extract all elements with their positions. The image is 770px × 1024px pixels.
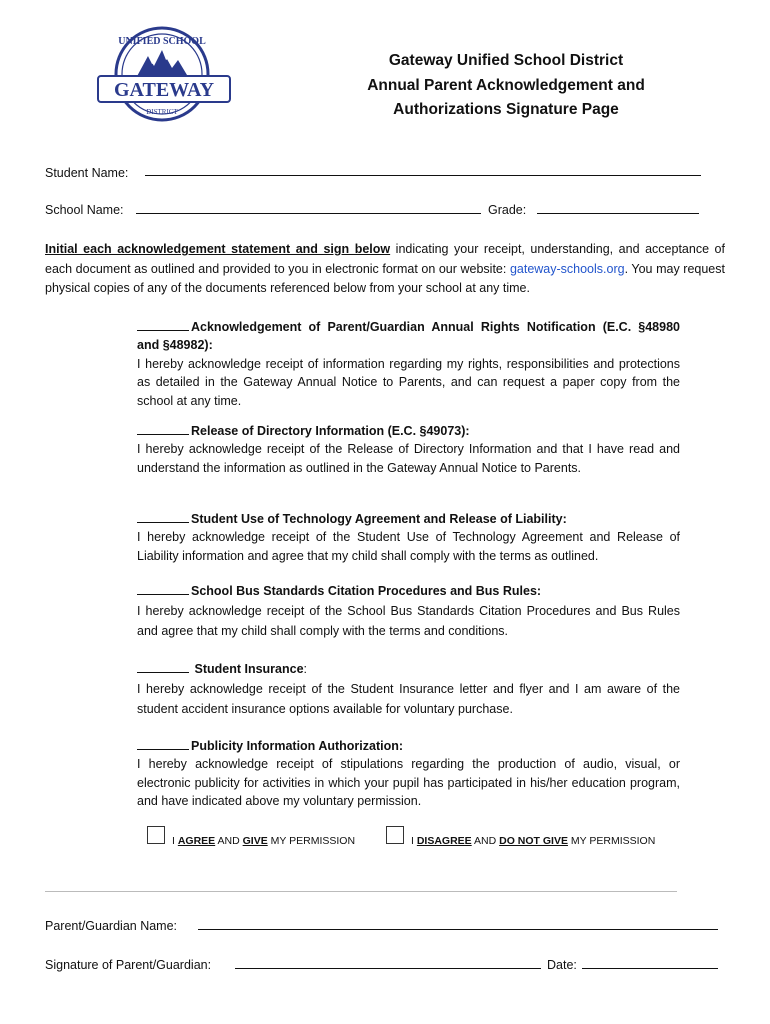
section-heading: Release of Directory Information (E.C. §49073): xyxy=(191,424,470,438)
intro-paragraph xyxy=(45,240,725,299)
initial-blank[interactable] xyxy=(137,739,189,750)
section-heading: Publicity Information Authorization: xyxy=(191,739,404,753)
section-body: I hereby acknowledge receipt of the Release of Directory Information and that I have read and understand the information as outlined in the Gateway Annual Notice to Parents. xyxy=(137,442,680,475)
student-name-line[interactable] xyxy=(145,175,701,176)
agree-checkbox[interactable] xyxy=(147,826,165,844)
student-name-label: Student Name: xyxy=(45,166,129,180)
section-rights-notification xyxy=(137,318,680,410)
logo-text-top: UNIFIED SCHOOL xyxy=(118,36,206,47)
logo-text-main: GATEWAY xyxy=(113,79,215,101)
section-student-insurance xyxy=(137,659,680,719)
title-line-1: Gateway Unified School District xyxy=(388,52,624,69)
section-body: I hereby acknowledge receipt of the Student Use of Technology Agreement and Release of Liability information and agree that my child shall comply with the terms as outlined. xyxy=(137,530,680,563)
section-heading-suffix: : xyxy=(303,662,308,676)
initial-blank[interactable] xyxy=(137,512,189,523)
intro-text-2: . You may request physical copies of any of the documents referenced below from your school at any time. xyxy=(45,261,725,296)
section-technology-agreement xyxy=(137,510,680,565)
title-line-2: Annual Parent Acknowledgement and xyxy=(367,77,645,94)
section-divider xyxy=(45,891,677,892)
logo-text-bottom: DISTRICT xyxy=(146,108,178,116)
grade-line[interactable] xyxy=(537,213,699,214)
signature-line[interactable] xyxy=(235,968,541,969)
section-body: I hereby acknowledge receipt of the School Bus Standards Citation Procedures and Bus Rules and agree that my child shall comply with the terms and conditions. xyxy=(137,604,680,638)
district-logo xyxy=(90,20,240,132)
section-body: I hereby acknowledge receipt of stipulations regarding the production of audio, visual, or electronic publicity for activities in which your pupil has participated in his/her education program, and have indicated above my voluntary permission. xyxy=(137,757,680,809)
school-name-line[interactable] xyxy=(136,213,481,214)
initial-blank[interactable] xyxy=(137,320,189,331)
section-heading: Acknowledgement of Parent/Guardian Annual Rights Notification (E.C. §48980 and §48982): xyxy=(137,320,680,353)
section-body: I hereby acknowledge receipt of information regarding my rights, responsibilities and protections as detailed in the Gateway Annual Notice to Parents, and can request a paper copy from the school at any time. xyxy=(137,356,680,408)
date-line[interactable] xyxy=(582,968,718,969)
section-bus-rules xyxy=(137,581,680,641)
date-label: Date: xyxy=(547,958,577,972)
parent-name-line[interactable] xyxy=(198,929,718,930)
parent-name-label: Parent/Guardian Name: xyxy=(45,919,178,933)
title-line-3: Authorizations Signature Page xyxy=(393,101,619,118)
section-body: I hereby acknowledge receipt of the Student Insurance letter and flyer and I am aware of the student accident insurance options available for voluntary purchase. xyxy=(137,682,680,716)
section-heading: School Bus Standards Citation Procedures and Bus Rules: xyxy=(191,584,542,598)
section-publicity xyxy=(137,737,680,811)
initial-blank[interactable] xyxy=(137,424,189,435)
disagree-checkbox[interactable] xyxy=(386,826,404,844)
website-link[interactable]: gateway-schools.org xyxy=(509,261,625,276)
section-heading: Student Use of Technology Agreement and Release of Liability: xyxy=(191,512,567,526)
intro-text-1: indicating your receipt, understanding, and acceptance of each document as outlined and provided to you in electronic format on our website: xyxy=(45,242,725,276)
intro-instruction: Initial each acknowledgement statement and sign below xyxy=(45,242,391,256)
disagree-label: I DISAGREE AND DO NOT GIVE MY PERMISSION xyxy=(411,835,656,847)
initial-blank[interactable] xyxy=(137,662,189,673)
section-directory-info xyxy=(137,422,680,477)
agree-label: I AGREE AND GIVE MY PERMISSION xyxy=(172,835,356,847)
initial-blank[interactable] xyxy=(137,584,189,595)
section-heading: Student Insurance xyxy=(194,662,304,676)
grade-label: Grade: xyxy=(488,203,527,217)
signature-label: Signature of Parent/Guardian: xyxy=(45,958,212,972)
school-name-label: School Name: xyxy=(45,203,124,217)
